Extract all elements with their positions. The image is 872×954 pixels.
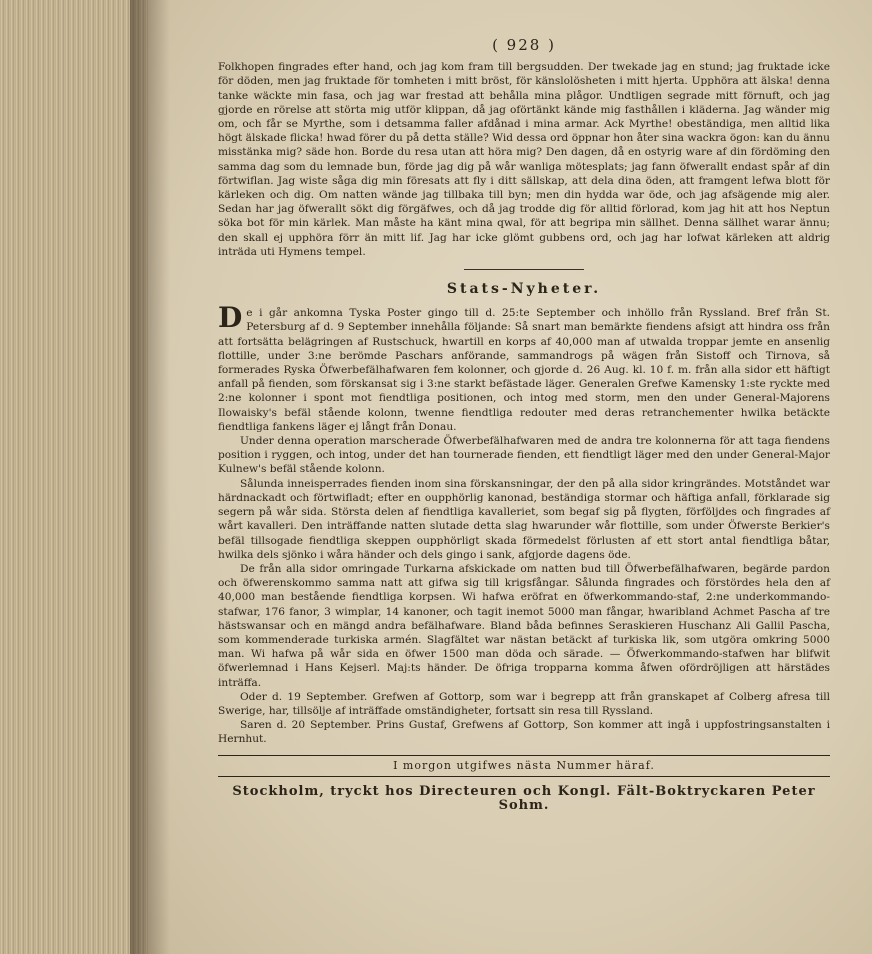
next-issue-notice: I morgon utgifwes nästa Nummer häraf. bbox=[393, 758, 655, 772]
news-paragraph: Oder d. 19 September. Grefwen af Gottorp, som war i begrepp att från granskapet af Colberg afresa till Swerige, har, tillsölje af inträffade omständigheter, fortsatt sin resa till Ryssland. bbox=[218, 690, 830, 717]
footer-rule-top bbox=[218, 755, 830, 756]
footer-rule-bottom bbox=[218, 776, 830, 777]
section-divider bbox=[464, 269, 584, 270]
spine-shadow bbox=[130, 0, 170, 954]
section-heading: Stats-Nyheter. bbox=[446, 281, 602, 298]
news-paragraph: De från alla sidor omringade Turkarna afskickade om natten bud till Öfwerbefälhafwaren, begärde pardon och öfwerenskommo samma natt att gifwa sig till krigsfångar. Sålunda fingrades och förstördes hela den af 40,000 man bestående fiendtliga korpsen. Wi hafwa eröfrat en öfwerkommando-staf, 2:ne underkommando-stafwar, 176 fanor, 3 wimplar, 14 kanoner, och tagit inemot 5000 man fångar, hwaribland Achmet Pascha af tre hästswansar och en mängd andra befälhafware. Bland båda befinnes Seraskieren Huschanz Ali Gallil Pascha, som kommenderade turkiska armén. Slagfältet war nästan betäckt af turkiska lik, som utgöra omkring 5000 man. Wi hafwa på wår sida en öfwer 1500 man döda och särade. — Öfwerkommando-stafwen har blifwit öfwerlemnad i Hans Kejserl. Maj:ts händer. De öfriga tropparna komma åfwen ofördröjligen att härstädes inträffa. bbox=[218, 562, 830, 689]
drop-cap: D bbox=[218, 301, 243, 335]
book-page bbox=[148, 0, 872, 954]
page-content bbox=[218, 38, 830, 813]
book-page-edges bbox=[0, 0, 150, 954]
news-paragraph: De i går ankomna Tyska Poster gingo till d. 25:te September och inhöllo från Ryssland. Bref från St. Petersburg af d. 9 September innehålla följande: Så snart man bemärkte fiendens afsigt att hindra oss från att fortsätta belägringen af Rustschuck, hwartill en korps af 40,000 man af utwalda troppar jemte en ansenlig flottille, under 3:ne berömde Paschars anförande, sammandrogs på wägen från Sistoff och Tirnova, så formerades Ryska Öfwerbefälhafwaren fem kolonner, och gjorde d. 26 Aug. kl. 10 f. m. från alla sidor ett häftigt anfall på fienden, som förskansat sig i 3:ne starkt befästade läger. Generalen Grefwe Kamensky 1:ste ryckte med 2:ne kolonner i spont mot fiendtliga positionen, och intog med storm, men den under General-Majorens Ilowaisky's befäl stående kolonn, twenne fiendtliga redouter med deras retranchementer hwilka betäckte fiendtliga fankens läger ej långt från Donau. bbox=[218, 301, 830, 433]
news-paragraph: Saren d. 20 September. Prins Gustaf, Grefwens af Gottorp, Son kommer att ingå i uppfostringsanstalten i Hernhut. bbox=[218, 719, 830, 746]
intro-paragraph: Folkhopen fingrades efter hand, och jag kom fram till bergsudden. Der twekade jag en stund; jag fruktade icke för döden, men jag fruktade för tomheten i mitt bröst, för känslolösheten i mitt hjerta. Upphöra att älska! denna tanke wäckte min fasa, och jag war frestad att behålla mina plågor. Undtligen segrade mitt förnuft, och jag gjorde en rörelse att störta mig utför klippan, då jag oförtänkt kände mig fasthållen i kläderna. Jag wänder mig om, och får se Myrthe, som i detsamma faller afdånad i mina armar. Ack Myrthe! obeständiga, men alltid lika högt älskade flicka! hwad förer du på detta ställe? Wid dessa ord öppnar hon åter sina wackra ögon: kan du ännu misstänka mig? säde hon. Borde du resa utan att höra mig? Den dagen, då en ostyrig ware af din fördöming den samma dag som du lemnade bun, förde jag dig på wår wanliga mötesplats; jag fann öfwerallt endast spår af din förtwiflan. Jag wiste såga dig min föresats att fly i ditt sällskap, att dela dina öden, att framgent lefwa blott för kärleken och dig. Om natten wände jag tillbaka till byn; men din hydda war öde, och jag afsägende mig aler. Sedan har jag öfwerallt sökt dig förgäfwes, och då jag trodde dig för alltid förlorad, kom jag hit att hos Neptun söka bot för min kärlek. Man måste ha känt mina qwal, för att begripa min sällhet. Denna sällhet warar ännu; den skall ej upphöra förr än mitt lif. Jag har icke glömt gubbens ord, och jag har lofwat kärleken att aldrig inträda uti Hymens tempel. bbox=[218, 61, 830, 258]
news-section bbox=[218, 301, 830, 746]
printer-imprint: Stockholm, tryckt hos Directeuren och Kongl. Fält-Boktryckaren Peter Sohm. bbox=[232, 783, 816, 813]
page-number: ( 928 ) bbox=[492, 36, 556, 54]
news-paragraph: Under denna operation marscherade Öfwerbefälhafwaren med de andra tre kolonnerna för att taga fiendens position i ryggen, och intog, under det han tournerade fienden, ett fiendtligt läger med den under General-Major Kulnew's befäl stående kolonn. bbox=[218, 435, 830, 476]
news-paragraph: Sålunda inneisperrades fienden inom sina förskansningar, der den på alla sidor kringrändes. Motståndet war härdnackadt och förtwifladt; efter en oupphörlig kanonad, beständiga stormar och häftiga anfall, förklarade sig segern på wår sida. Största delen af fiendtliga kavalleriet, som begaf sig på flygten, förföljdes och fingrades af wårt kavalleri. Den inträffande natten slutade detta slag hwarunder wår flottille, som under Öfwerste Berkier's befäl tillsogade fiendtliga skeppen oupphörligt skada förmedelst förlusten af ett stort antal fiendtliga båtar, hwilka dels sjönko i wåra händer och dels gingo i sank, afgjorde dagens öde. bbox=[218, 477, 830, 561]
